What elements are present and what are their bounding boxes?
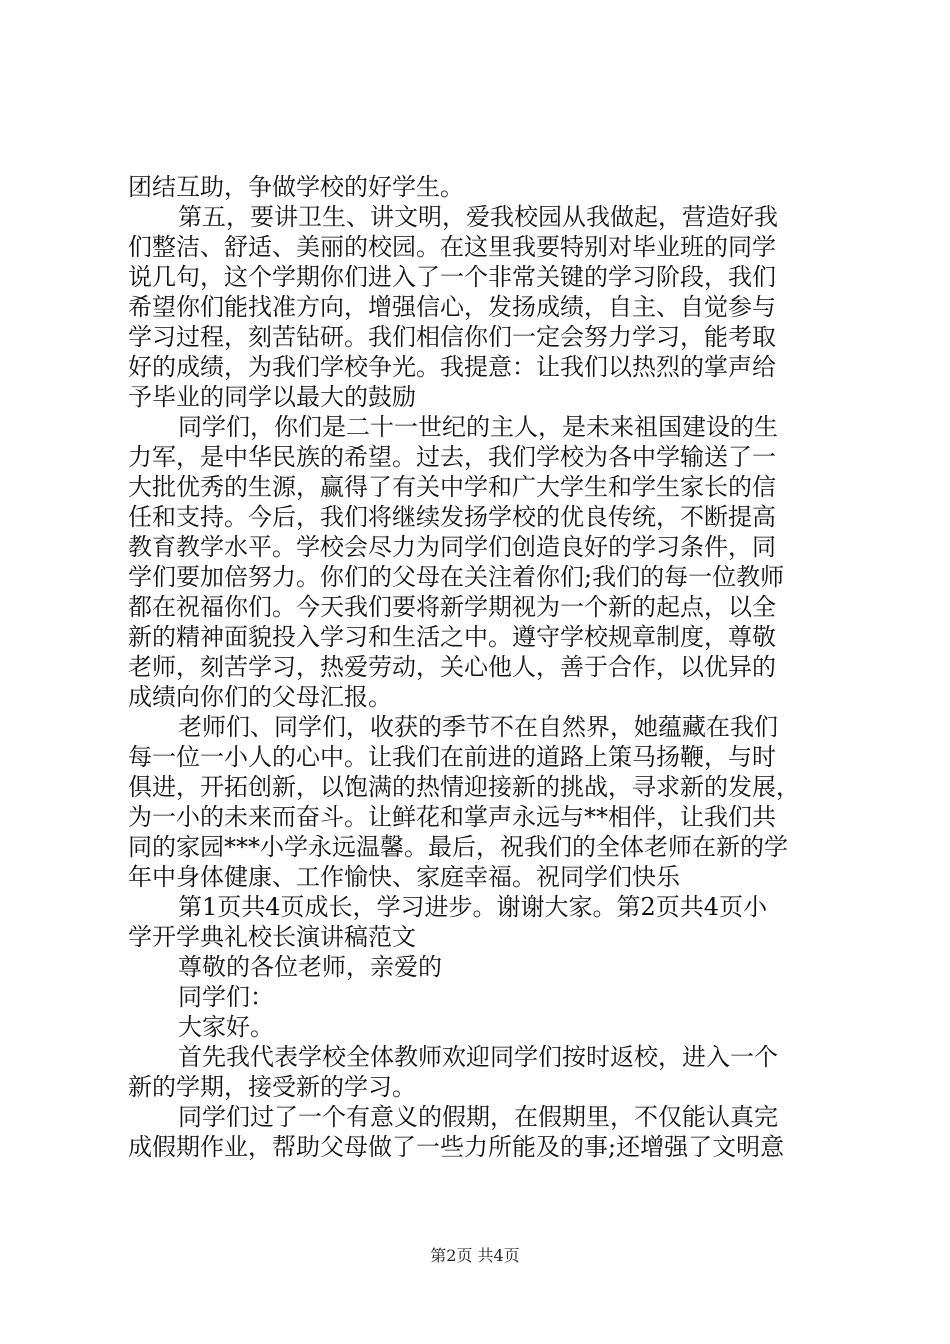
text-line: 同的家园***小学永远温馨。最后，祝我们的全体老师在新的学 bbox=[128, 833, 788, 861]
text-line: 第五，要讲卫生、讲文明，爱我校园从我做起，营造好我 bbox=[178, 203, 778, 231]
text-line: 老师，刻苦学习，热爱劳动，关心他人，善于合作，以优异的 bbox=[128, 653, 776, 681]
text-line: 为一小的未来而奋斗。让鲜花和掌声永远与**相伴，让我们共 bbox=[128, 803, 776, 831]
text-line: 大批优秀的生源，赢得了有关中学和广大学生和学生家长的信 bbox=[128, 473, 776, 501]
text-line: 第1页共4页成长，学习进步。谢谢大家。第2页共4页小 bbox=[178, 893, 768, 921]
text-line: 学们要加倍努力。你们的父母在关注着你们;我们的每一位教师 bbox=[128, 563, 785, 591]
text-line: 新的精神面貌投入学习和生活之中。遵守学校规章制度，尊敬 bbox=[128, 623, 776, 651]
text-line: 年中身体健康、工作愉快、家庭幸福。祝同学们快乐 bbox=[128, 863, 680, 891]
text-line: 成假期作业，帮助父母做了一些力所能及的事;还增强了文明意 bbox=[128, 1133, 785, 1161]
text-line: 教育教学水平。学校会尽力为同学们创造良好的学习条件，同 bbox=[128, 533, 776, 561]
text-line: 同学们： bbox=[178, 983, 274, 1011]
text-line: 老师们、同学们，收获的季节不在自然界，她蕴藏在我们 bbox=[178, 713, 778, 741]
text-line: 新的学期，接受新的学习。 bbox=[128, 1073, 416, 1101]
text-line: 力军，是中华民族的希望。过去，我们学校为各中学输送了一 bbox=[128, 443, 776, 471]
text-line: 希望你们能找准方向，增强信心，发扬成绩，自主、自觉参与 bbox=[128, 293, 776, 321]
text-line: 任和支持。今后，我们将继续发扬学校的优良传统，不断提高 bbox=[128, 503, 776, 531]
text-line: 都在祝福你们。今天我们要将新学期视为一个新的起点，以全 bbox=[128, 593, 776, 621]
text-line: 同学们，你们是二十一世纪的主人，是未来祖国建设的生 bbox=[178, 413, 778, 441]
text-line: 成绩向你们的父母汇报。 bbox=[128, 683, 392, 711]
text-line: 每一位一小人的心中。让我们在前进的道路上策马扬鞭，与时 bbox=[128, 743, 776, 771]
text-line: 首先我代表学校全体教师欢迎同学们按时返校，进入一个 bbox=[178, 1043, 778, 1071]
text-line: 尊敬的各位老师，亲爱的 bbox=[178, 953, 442, 981]
text-line: 大家好。 bbox=[178, 1013, 274, 1041]
text-line: 学习过程，刻苦钻研。我们相信你们一定会努力学习，能考取 bbox=[128, 323, 776, 351]
text-line: 予毕业的同学以最大的鼓励 bbox=[128, 383, 416, 411]
text-line: 们整洁、舒适、美丽的校园。在这里我要特别对毕业班的同学 bbox=[128, 233, 776, 261]
text-line: 学开学典礼校长演讲稿范文 bbox=[128, 923, 416, 951]
text-line: 团结互助，争做学校的好学生。 bbox=[128, 173, 464, 201]
page-footer: 第2页 共4页 bbox=[430, 1246, 520, 1265]
text-line: 同学们过了一个有意义的假期，在假期里，不仅能认真完 bbox=[178, 1103, 778, 1131]
text-line: 好的成绩，为我们学校争光。我提意：让我们以热烈的掌声给 bbox=[128, 353, 776, 381]
document-body bbox=[128, 172, 832, 1162]
text-line: 俱进，开拓创新，以饱满的热情迎接新的挑战，寻求新的发展， bbox=[128, 773, 800, 801]
text-line: 说几句，这个学期你们进入了一个非常关键的学习阶段，我们 bbox=[128, 263, 776, 291]
